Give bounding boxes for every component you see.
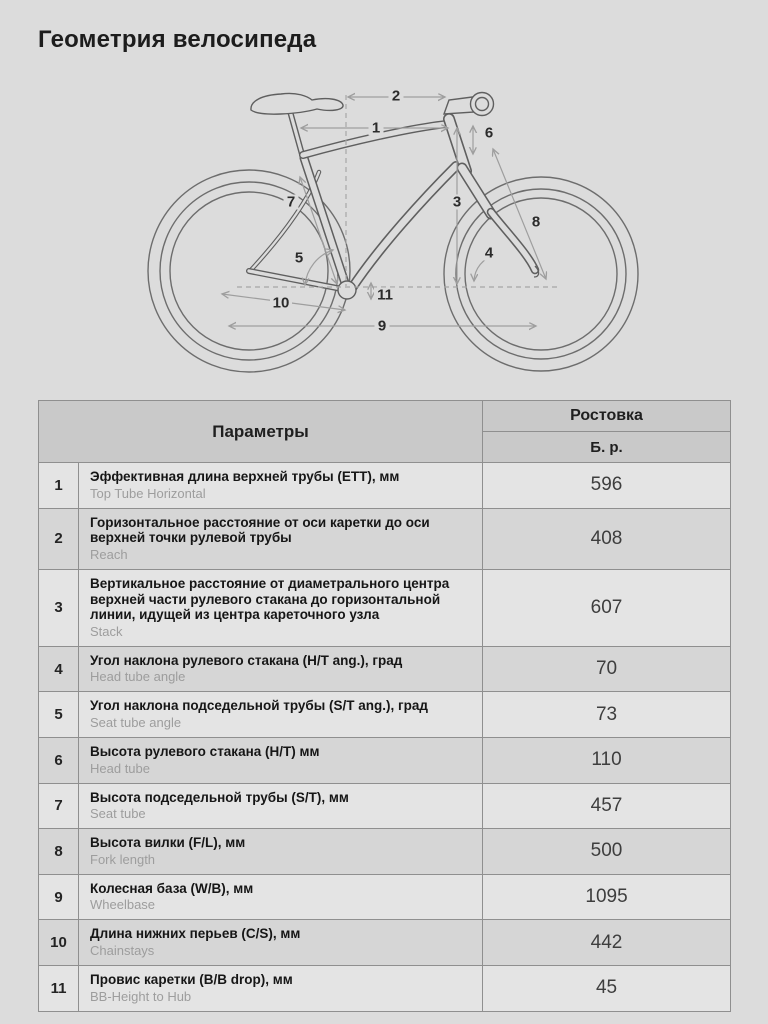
diagram-marker-1: [369, 120, 384, 137]
front-wheel: [444, 177, 638, 371]
row-number: 5: [39, 692, 79, 738]
parameter-name-en: Reach: [90, 546, 128, 562]
parameter-name-en: Chainstays: [90, 942, 155, 958]
parameter-cell: [79, 692, 483, 738]
parameter-cell: [79, 646, 483, 692]
parameter-value: 408: [483, 508, 731, 569]
parameter-cell: [79, 508, 483, 569]
table-row: [39, 646, 731, 692]
diagram-marker-2: [389, 88, 404, 105]
parameter-name-ru: Высота подседельной трубы (S/T), мм: [90, 789, 349, 805]
svg-text:4: 4: [484, 244, 494, 262]
parameter-value: 457: [483, 783, 731, 829]
table-row: [39, 783, 731, 829]
parameter-value: 110: [483, 737, 731, 783]
parameter-cell: [79, 965, 483, 1011]
row-number: 3: [39, 569, 79, 646]
diagram-marker-9: [375, 318, 390, 335]
table-row: [39, 692, 731, 738]
parameter-name-en: Wheelbase: [90, 897, 156, 913]
table-row: [39, 569, 731, 646]
parameter-name-ru: Эффективная длина верхней трубы (ETT), мм: [90, 469, 400, 484]
parameter-cell: [79, 463, 483, 509]
bike-geometry-diagram: [0, 0, 768, 395]
header-size-group: Ростовка: [483, 401, 731, 432]
diagram-marker-4: [482, 245, 497, 262]
diagram-marker-10: [270, 295, 292, 312]
parameter-name-en: Top Tube Horizontal: [90, 485, 206, 501]
row-number: 6: [39, 737, 79, 783]
row-number: 9: [39, 874, 79, 920]
parameter-name-ru: Горизонтальное расстояние от оси каретки до оси верхней точки рулевой трубы: [90, 514, 430, 546]
row-number: 7: [39, 783, 79, 829]
parameter-name-ru: Высота рулевого стакана (H/T) мм: [90, 743, 320, 759]
header-size-value: Б. р.: [483, 432, 731, 463]
table-row: [39, 874, 731, 920]
parameter-name-en: Seat tube angle: [90, 715, 182, 730]
parameter-name-en: Stack: [90, 623, 123, 639]
svg-text:8: 8: [531, 213, 541, 231]
parameter-cell: [79, 920, 483, 966]
parameter-name-en: Head tube angle: [90, 669, 186, 685]
handlebar: [471, 93, 494, 116]
parameter-name-en: Seat tube: [90, 806, 146, 822]
parameter-cell: [79, 737, 483, 783]
parameter-name-ru: Угол наклона подседельной трубы (S/T ang.), град: [90, 698, 428, 714]
parameter-name-ru: Длина нижних перьев (C/S), мм: [90, 926, 301, 942]
table-body: [39, 463, 731, 1012]
svg-text:11: 11: [377, 286, 393, 304]
parameter-value: 500: [483, 829, 731, 875]
svg-text:3: 3: [452, 193, 462, 211]
table-header: [39, 401, 731, 463]
row-number: 4: [39, 646, 79, 692]
table-row: [39, 463, 731, 509]
svg-text:1: 1: [371, 119, 381, 137]
diagram-marker-7: [284, 194, 299, 211]
table-row: [39, 920, 731, 966]
parameter-name-en: BB-Height to Hub: [90, 988, 192, 1004]
table-row: [39, 508, 731, 569]
svg-text:6: 6: [484, 124, 494, 142]
parameter-name-ru: Провис каретки (B/B drop), мм: [90, 971, 293, 987]
row-number: 2: [39, 508, 79, 569]
diagram-marker-8: [529, 214, 544, 231]
row-number: 11: [39, 965, 79, 1011]
parameter-name-en: Head tube: [90, 760, 150, 776]
table-row: [39, 829, 731, 875]
parameter-name-ru: Угол наклона рулевого стакана (H/T ang.), град: [90, 652, 403, 668]
parameter-cell: [79, 829, 483, 875]
svg-text:9: 9: [377, 317, 387, 335]
parameter-name-ru: Высота вилки (F/L), мм: [90, 835, 246, 851]
geometry-table: [38, 400, 731, 1012]
parameter-value: 607: [483, 569, 731, 646]
svg-text:10: 10: [272, 294, 290, 312]
parameter-value: 596: [483, 463, 731, 509]
header-parameters: Параметры: [39, 401, 483, 463]
parameter-name-ru: Вертикальное расстояние от диаметрального центра верхней части рулевого стакана до горизонтальной линии, идущей из центра кареточного узла: [90, 575, 450, 623]
diagram-marker-6: [482, 125, 497, 142]
svg-text:5: 5: [294, 249, 304, 267]
parameter-value: 45: [483, 965, 731, 1011]
parameter-cell: [79, 569, 483, 646]
parameter-cell: [79, 783, 483, 829]
row-number: 1: [39, 463, 79, 509]
svg-text:2: 2: [391, 87, 401, 105]
table-row: [39, 737, 731, 783]
svg-text:7: 7: [286, 193, 296, 211]
bottom-bracket: [338, 281, 356, 299]
diagram-marker-11: [374, 287, 396, 304]
parameter-value: 70: [483, 646, 731, 692]
diagram-marker-5: [292, 250, 307, 267]
parameter-value: 73: [483, 692, 731, 738]
saddle: [251, 93, 343, 114]
row-number: 8: [39, 829, 79, 875]
parameter-value: 442: [483, 920, 731, 966]
diagram-marker-3: [450, 194, 465, 211]
parameter-cell: [79, 874, 483, 920]
row-number: 10: [39, 920, 79, 966]
page-title: Геометрия велосипеда: [38, 26, 317, 53]
table-row: [39, 965, 731, 1011]
parameter-value: 1095: [483, 874, 731, 920]
parameter-name-ru: Колесная база (W/B), мм: [90, 880, 254, 896]
parameter-name-en: Fork length: [90, 851, 156, 867]
